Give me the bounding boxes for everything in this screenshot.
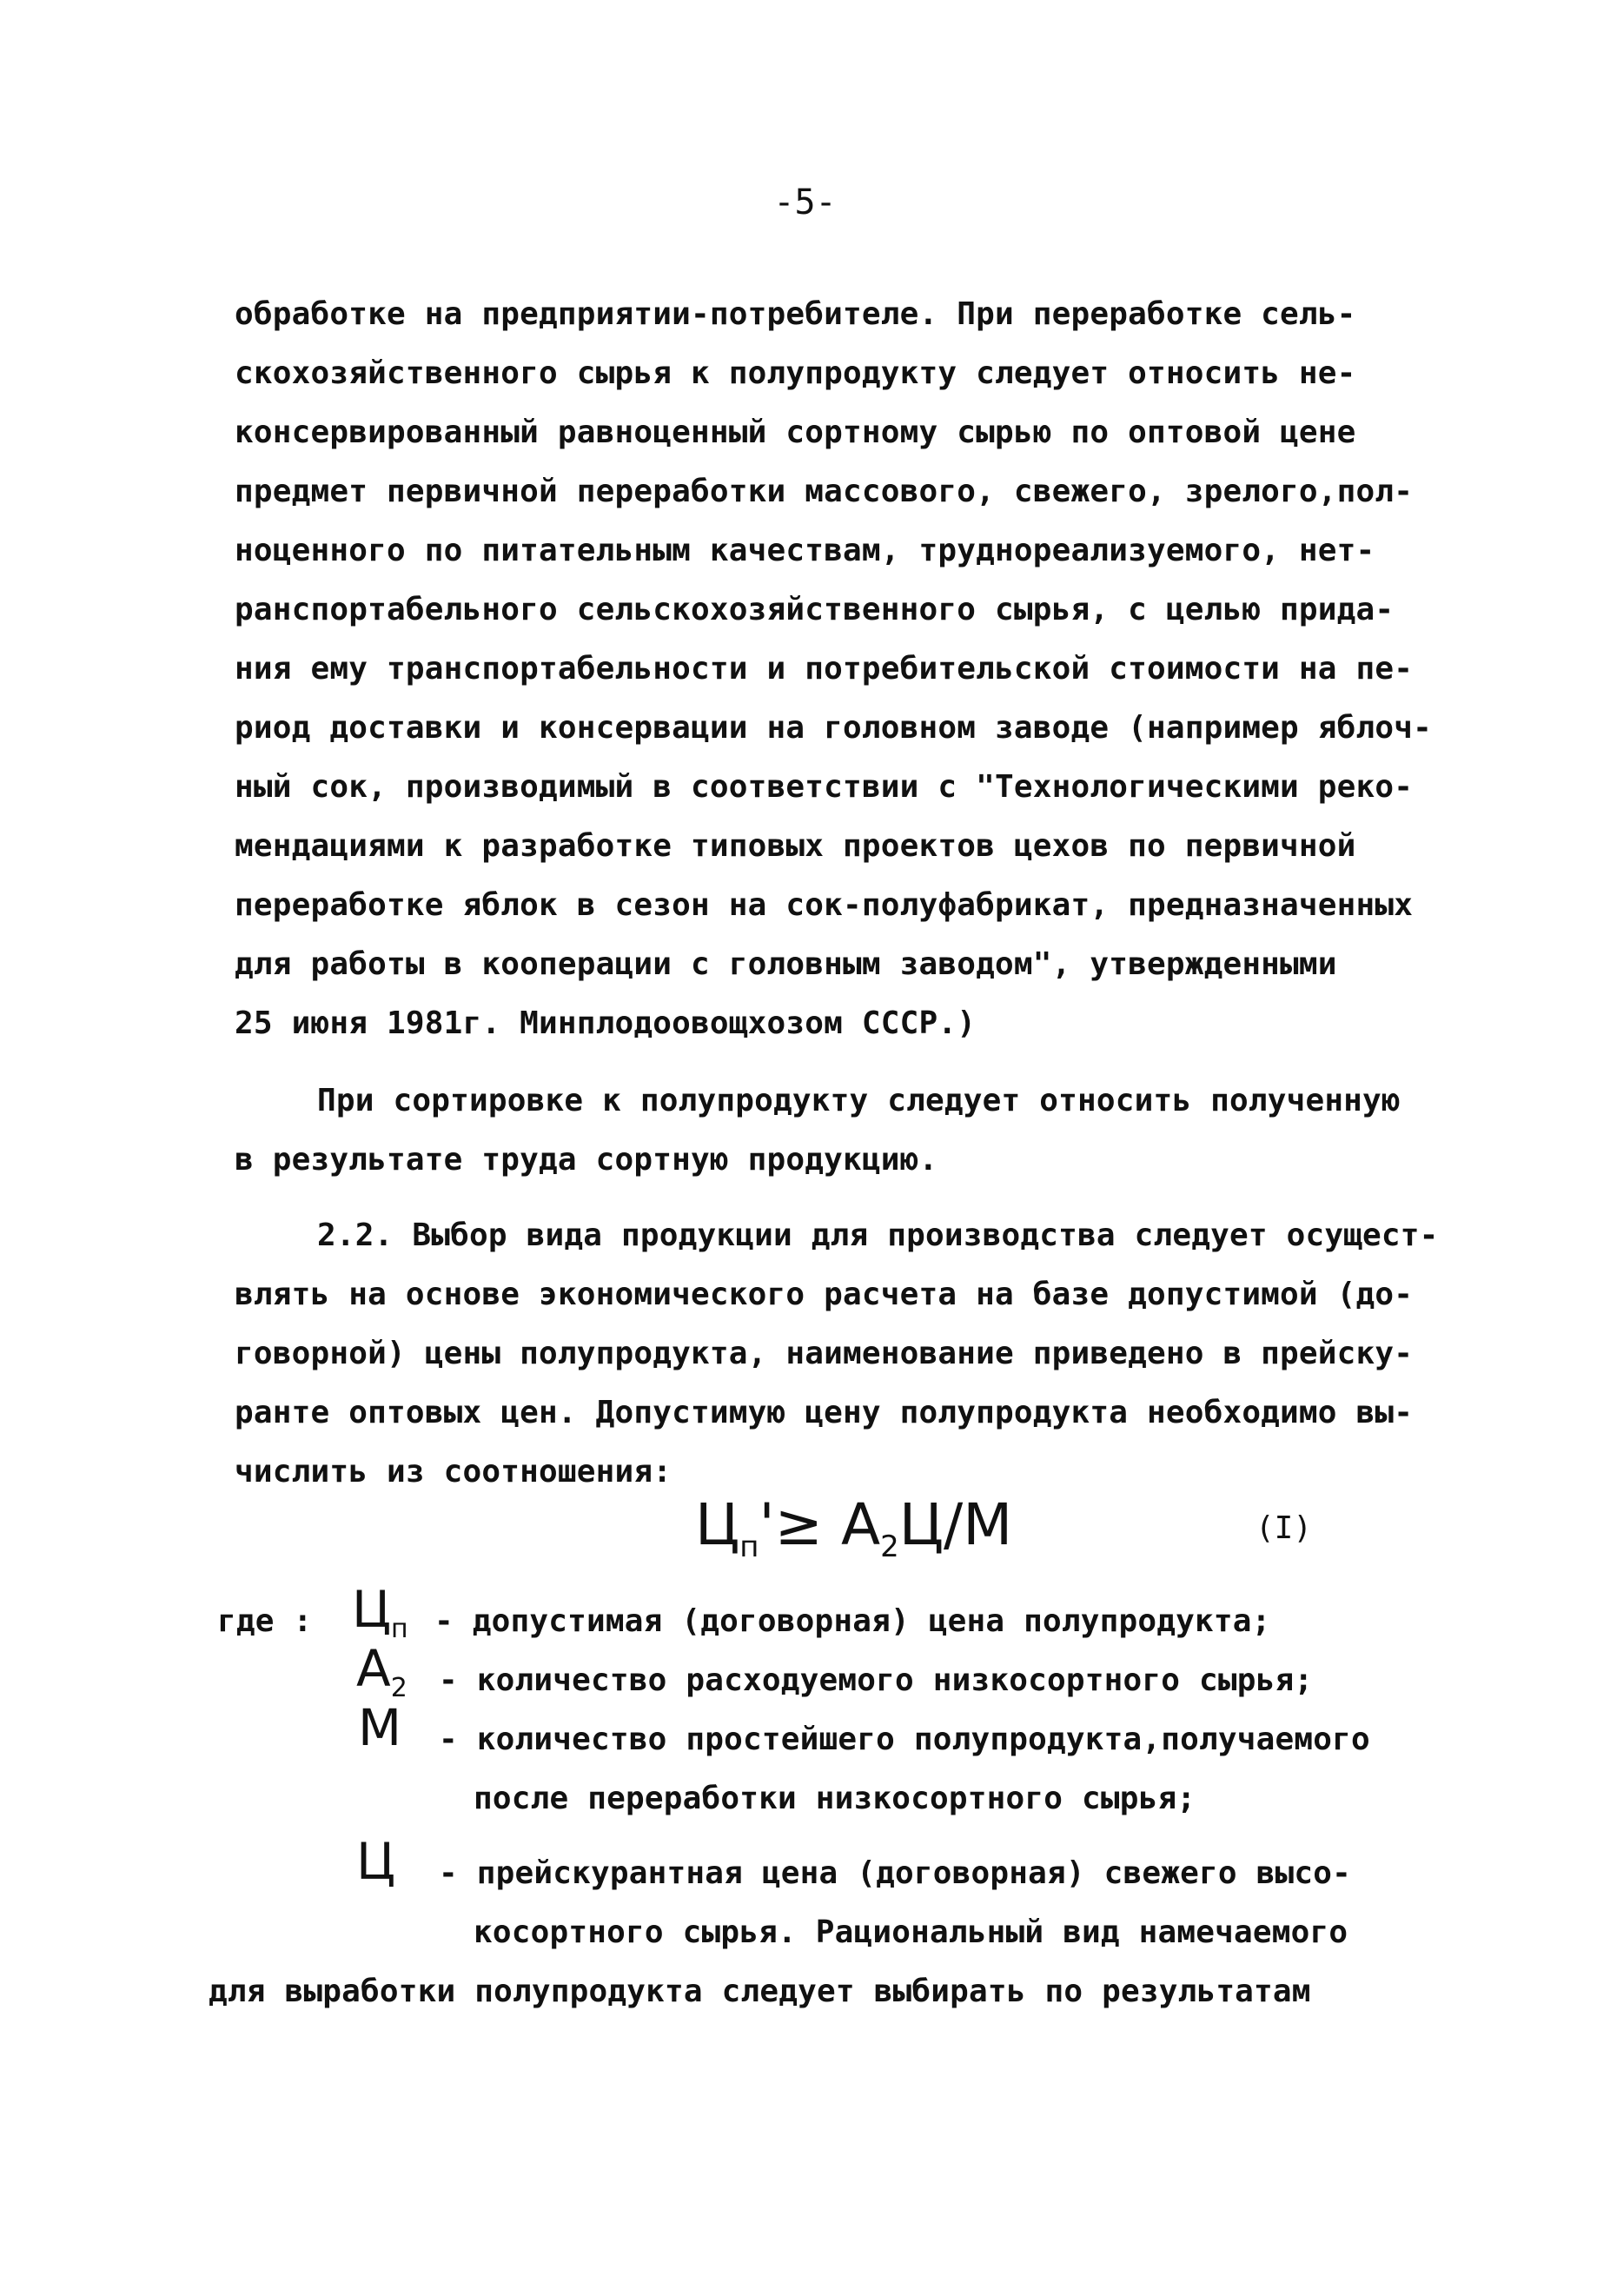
text-line: мендациями к разработке типовых проектов цехов по первичной xyxy=(235,828,1356,864)
formula-slash: / xyxy=(943,1491,964,1558)
text-line: ноценного по питательным качествам, труднореализуемого, нет- xyxy=(235,533,1375,568)
text-line: переработке яблок в сезон на сок-полуфабрикат, предназначенных xyxy=(235,887,1414,923)
definition-text: - допустимая (договорная) цена полупродукта; xyxy=(434,1603,1271,1639)
text-line: для работы в кооперации с головным заводом", утвержденными xyxy=(235,946,1337,982)
definition-text: - количество расходуемого низкосортного сырья; xyxy=(439,1662,1314,1698)
definition-text: косортного сырья. Рациональный вид намечаемого xyxy=(474,1914,1348,1950)
definition-symbol: Ц xyxy=(356,1832,396,1891)
formula xyxy=(695,1490,1012,1582)
formula-lhs-sub: п xyxy=(739,1530,759,1564)
page-number: -5- xyxy=(773,182,837,222)
text-line: При сортировке к полупродукту следует относить полученную xyxy=(317,1083,1401,1118)
formula-a: А xyxy=(840,1491,881,1558)
definition-symbol: М xyxy=(358,1698,402,1757)
text-line: числить из соотношения: xyxy=(235,1454,672,1490)
text-line: 25 июня 1981г. Минплодоовощхозом СССР.) xyxy=(235,1005,977,1041)
text-line: ранте оптовых цен. Допустимую цену полупродукта необходимо вы- xyxy=(235,1395,1414,1430)
formula-lhs: Ц xyxy=(695,1491,740,1558)
text-line: консервированный равноценный сортному сырью по оптовой цене xyxy=(235,415,1356,450)
formula-prime: ' xyxy=(759,1491,775,1558)
definition-text: - количество простейшего полупродукта,получаемого xyxy=(439,1722,1370,1757)
formula-m: М xyxy=(963,1491,1013,1558)
text-line: скохозяйственного сырья к полупродукту следует относить не- xyxy=(235,355,1356,391)
text-line: говорной) цены полупродукта, наименование приведено в прейску- xyxy=(235,1336,1414,1371)
formula-number: (I) xyxy=(1256,1510,1313,1546)
definition-symbol: $Ц_п$ xyxy=(352,1580,408,1644)
where-label: где : xyxy=(217,1603,313,1639)
text-line: для выработки полупродукта следует выбирать по результатам xyxy=(209,1974,1311,2009)
text-line: ния ему транспортабельности и потребительской стоимости на пе- xyxy=(235,651,1414,687)
text-line: ный сок, производимый в соответствии с "Технологическими реко- xyxy=(235,769,1414,805)
formula-operator: ≥ xyxy=(774,1491,823,1558)
definition-text: после переработки низкосортного сырья; xyxy=(474,1781,1196,1816)
formula-c: Ц xyxy=(898,1491,944,1558)
text-line: в результате труда сортную продукцию. xyxy=(235,1142,938,1178)
text-line: предмет первичной переработки массового, свежего, зрелого,пол- xyxy=(235,474,1414,509)
formula-a-sub: 2 xyxy=(880,1530,899,1564)
text-line: влять на основе экономического расчета на базе допустимой (до- xyxy=(235,1277,1414,1312)
text-line: ранспортабельного сельскохозяйственного сырья, с целью прида- xyxy=(235,592,1395,627)
definition-text: - прейскурантная цена (договорная) свежего высо- xyxy=(439,1855,1351,1891)
text-line: обработке на предприятии-потребителе. При переработке сель- xyxy=(235,296,1356,332)
text-line: риод доставки и консервации на головном заводе (например яблоч- xyxy=(235,710,1433,746)
text-line: 2.2. Выбор вида продукции для производства следует осущест- xyxy=(317,1218,1439,1253)
definition-symbol: $А_2$ xyxy=(356,1639,407,1703)
